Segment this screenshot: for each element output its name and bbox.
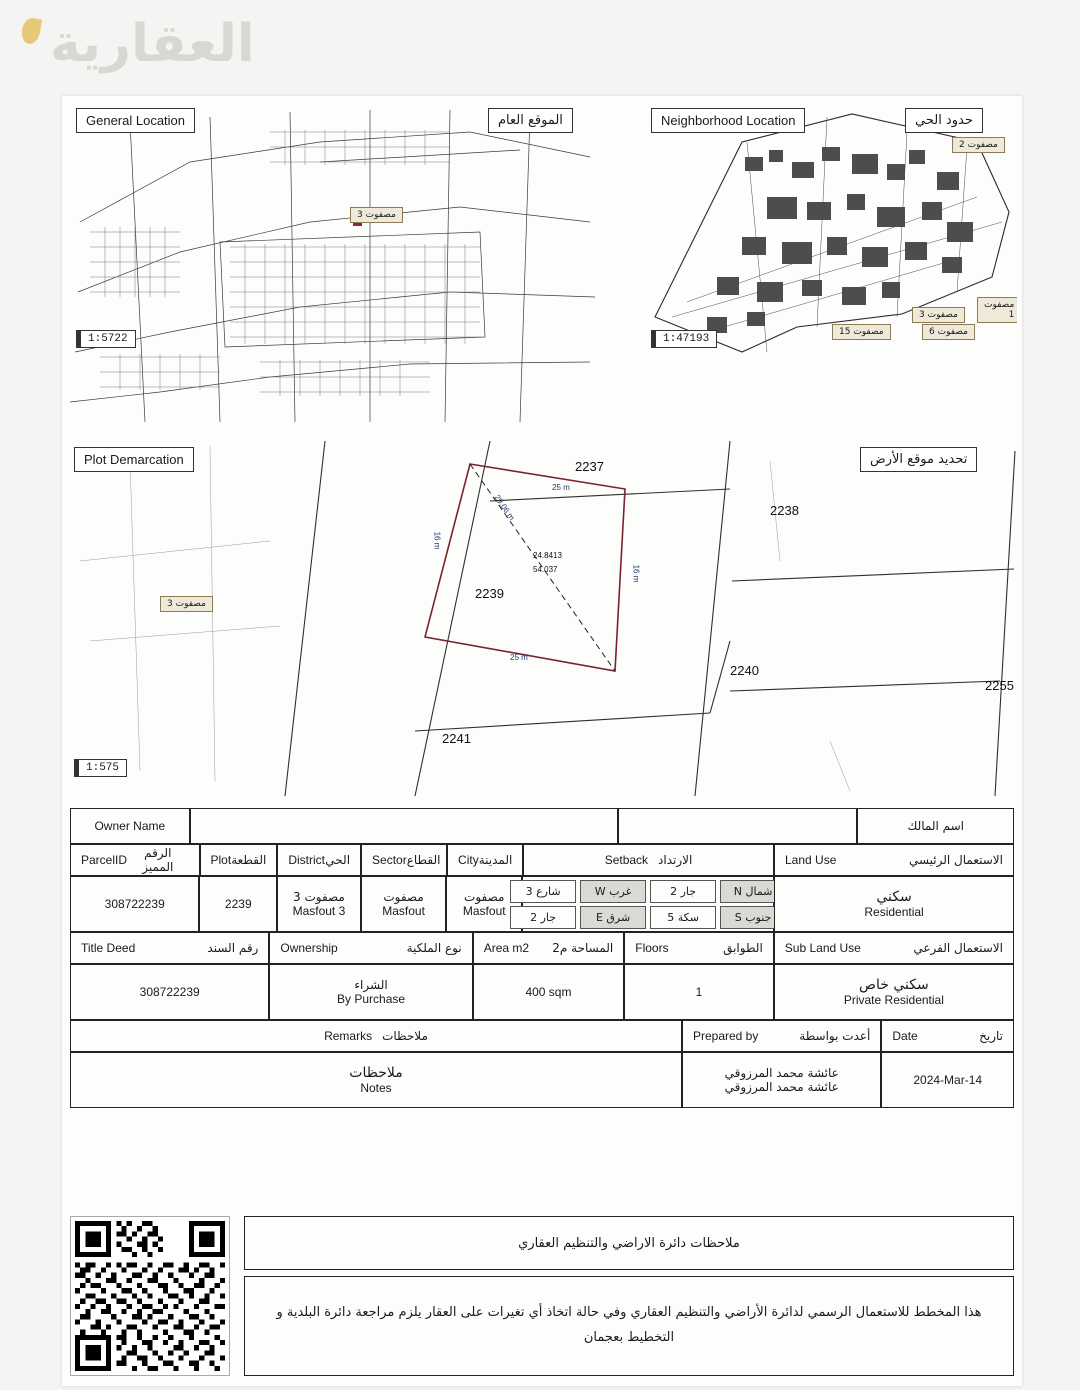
header-row-3 — [70, 1020, 1014, 1052]
general-location-drawing — [70, 102, 630, 432]
header-plot — [200, 844, 278, 876]
value-sector-ar: مصفوت — [383, 890, 424, 904]
qr-code-image — [75, 1221, 225, 1371]
header-ownership — [269, 932, 472, 964]
value-ownership-ar: الشراء — [354, 978, 388, 992]
header-remarks-en: Remarks — [324, 1029, 373, 1043]
value-ownership — [269, 964, 472, 1020]
dim-south: 25 m — [510, 653, 528, 662]
scale-plot: 1:575 — [74, 759, 127, 777]
value-land-use-ar: سكني — [876, 889, 912, 905]
dim-east: 16 m — [631, 564, 641, 583]
header-city-en: City — [458, 853, 479, 867]
value-title-deed: 308722239 — [70, 964, 269, 1020]
value-prepared-by-line1: عائشة محمد المرزوقي — [724, 1066, 839, 1080]
document-sheet — [62, 96, 1022, 1386]
header-plot-ar: القطعة — [231, 853, 267, 867]
header-district-en: District — [288, 853, 325, 867]
header-land-use — [774, 844, 1014, 876]
header-sub-land-use-ar: الاستعمال الفرعي — [913, 941, 1003, 955]
general-location-map — [70, 102, 630, 432]
header-date-en: Date — [892, 1029, 918, 1043]
header-floors-en: Floors — [635, 941, 669, 955]
header-plot-en: Plot — [210, 853, 232, 867]
header-date-ar: تاريخ — [979, 1029, 1003, 1043]
scale-general: 1:5722 — [76, 330, 136, 348]
header-title-deed — [70, 932, 269, 964]
dim-west: 16 m — [432, 531, 442, 550]
header-title-deed-ar: رقم السند — [207, 941, 259, 955]
header-district — [277, 844, 361, 876]
qr-code[interactable] — [70, 1216, 230, 1376]
header-sector-ar: القطاع — [406, 853, 441, 867]
value-row-3 — [70, 1052, 1014, 1108]
header-ownership-en: Ownership — [280, 941, 338, 955]
value-land-use-en: Residential — [864, 905, 924, 919]
chip-neigh-4: مصفوت 6 — [922, 324, 975, 340]
header-date — [881, 1020, 1014, 1052]
dept-note-body: هذا المخطط للاستعمال الرسمي لدائرة الأراضي والتنظيم العقاري وفي حالة اتخاذ أي تغيرات على العقار يلزم مراجعة دائرة البلدية و التخطيط بعجمان — [244, 1276, 1014, 1376]
leaf-icon — [18, 14, 44, 48]
value-date: 2024-Mar-14 — [881, 1052, 1014, 1108]
header-sector — [361, 844, 447, 876]
header-area-ar: المساحة م2 — [552, 941, 614, 955]
value-row-1 — [70, 876, 1014, 932]
header-sub-land-use-en: Sub Land Use — [784, 941, 861, 955]
header-setback-ar: الارتداد — [658, 853, 693, 867]
header-prepared-by-en: Prepared by — [692, 1029, 759, 1043]
value-prepared-by-line2: عائشة محمد المرزوقي — [724, 1080, 839, 1094]
header-city-ar: المدينة — [478, 853, 513, 867]
header-land-use-ar: الاستعمال الرئيسي — [908, 853, 1003, 867]
setback-line-2 — [510, 906, 786, 929]
diagonal-label-1: 24.8413 — [533, 551, 562, 560]
department-notes — [244, 1216, 1014, 1376]
header-parcel-id-ar: الرقم المميز — [142, 846, 174, 874]
value-area: 400 sqm — [473, 964, 625, 1020]
value-city-en: Masfout — [462, 904, 506, 918]
header-prepared-by — [682, 1020, 881, 1052]
watermark-logo — [18, 14, 255, 74]
setback-neighbor-2b: جار 2 — [510, 906, 576, 929]
plot-number-2255: 2255 — [985, 678, 1014, 693]
value-ownership-en: By Purchase — [337, 992, 406, 1006]
chip-plot-masfout3: مصفوت 3 — [160, 596, 213, 612]
plot-number-2238: 2238 — [770, 503, 799, 518]
chip-neigh-3: مصفوت 15 — [832, 324, 891, 340]
header-sector-en: Sector — [372, 853, 407, 867]
maps-section — [62, 96, 1022, 802]
value-district-ar: مصفوت 3 — [293, 890, 345, 904]
setback-neighbor-2: جار 2 — [650, 880, 716, 903]
plot-number-2240: 2240 — [730, 663, 759, 678]
header-row-2 — [70, 932, 1014, 964]
chip-neigh-0: مصفوت 2 — [952, 137, 1005, 153]
dim-north: 25 m — [552, 483, 570, 492]
label-neighborhood-en: Neighborhood Location — [651, 108, 805, 133]
info-table — [70, 808, 1014, 1108]
value-city-ar: مصفوت — [464, 890, 505, 904]
value-district-en: Masfout 3 — [292, 904, 346, 918]
header-setback — [523, 844, 774, 876]
value-district — [277, 876, 361, 932]
owner-name-value-blank[interactable] — [618, 808, 857, 844]
value-plot: 2239 — [199, 876, 277, 932]
header-setback-en: Setback — [604, 853, 649, 867]
owner-row — [70, 808, 1014, 844]
value-sub-land-use-en: Private Residential — [843, 993, 944, 1007]
neighborhood-location-map — [647, 102, 1017, 432]
owner-name-label-ar: اسم المالك — [857, 808, 1014, 844]
setback-block-5: سكة 5 — [650, 906, 716, 929]
header-city — [447, 844, 523, 876]
header-remarks — [70, 1020, 682, 1052]
watermark-text: العقارية — [50, 14, 255, 74]
setback-east: شرق E — [580, 906, 646, 929]
value-remarks-en: Notes — [360, 1081, 392, 1095]
plot-number-2239: 2239 — [475, 586, 504, 601]
header-area-en: Area m2 — [483, 941, 530, 955]
header-parcel-id-en: ParcelID — [81, 853, 128, 867]
plot-number-2237: 2237 — [575, 459, 604, 474]
label-plot-demarcation-en: Plot Demarcation — [74, 447, 194, 472]
value-floors: 1 — [624, 964, 774, 1020]
value-setback — [522, 876, 774, 932]
plot-demarcation-drawing — [70, 441, 1017, 796]
label-plot-demarcation-ar: تحديد موقع الأرض — [860, 447, 977, 472]
plot-number-2241: 2241 — [442, 731, 471, 746]
header-title-deed-en: Title Deed — [81, 941, 136, 955]
value-remarks-ar: ملاحظات — [349, 1065, 403, 1081]
header-floors-ar: الطوابق — [723, 941, 763, 955]
setback-street-3: شارع 3 — [510, 880, 576, 903]
label-general-location-ar: الموقع العام — [488, 108, 573, 133]
header-floors — [624, 932, 774, 964]
chip-neigh-2: مصفوت 3 — [912, 307, 965, 323]
value-sector-en: Masfout — [382, 904, 425, 918]
value-remarks — [70, 1052, 682, 1108]
header-sub-land-use — [774, 932, 1014, 964]
value-sub-land-use — [774, 964, 1014, 1020]
scale-neighborhood: 1:47193 — [651, 330, 717, 348]
header-land-use-en: Land Use — [785, 853, 837, 867]
dept-note-title: ملاحظات دائرة الاراضي والتنظيم العقاري — [244, 1216, 1014, 1270]
value-row-2 — [70, 964, 1014, 1020]
setback-line-1 — [510, 880, 786, 903]
diagonal-label-2: 54.037 — [533, 565, 558, 574]
value-parcel-id: 308722239 — [70, 876, 199, 932]
chip-general-masfout3: مصفوت 3 — [350, 207, 403, 223]
label-neighborhood-ar: حدود الحي — [905, 108, 983, 133]
chip-neigh-1: مصفوت 1 — [977, 297, 1017, 323]
header-row-1 — [70, 844, 1014, 876]
dim-diagonal: 29.06 m — [492, 493, 517, 522]
plot-demarcation-map — [70, 441, 1017, 796]
setback-south: جنوب S — [720, 906, 786, 929]
header-parcel-id — [70, 844, 200, 876]
header-remarks-ar: ملاحظات — [382, 1029, 428, 1043]
owner-name-label-en: Owner Name — [70, 808, 190, 844]
owner-name-value[interactable] — [190, 808, 619, 844]
header-area — [473, 932, 625, 964]
header-prepared-by-ar: أعدت بواسطة — [799, 1029, 871, 1043]
value-prepared-by — [682, 1052, 881, 1108]
value-sector — [361, 876, 447, 932]
header-district-ar: الحي — [325, 853, 351, 867]
setback-west: غرب W — [580, 880, 646, 903]
footer-section — [70, 1216, 1014, 1376]
label-general-location-en: General Location — [76, 108, 195, 133]
value-land-use — [774, 876, 1014, 932]
setback-north: شمال N — [720, 880, 786, 903]
header-ownership-ar: نوع الملكية — [406, 941, 462, 955]
value-sub-land-use-ar: سكني خاص — [859, 977, 929, 993]
